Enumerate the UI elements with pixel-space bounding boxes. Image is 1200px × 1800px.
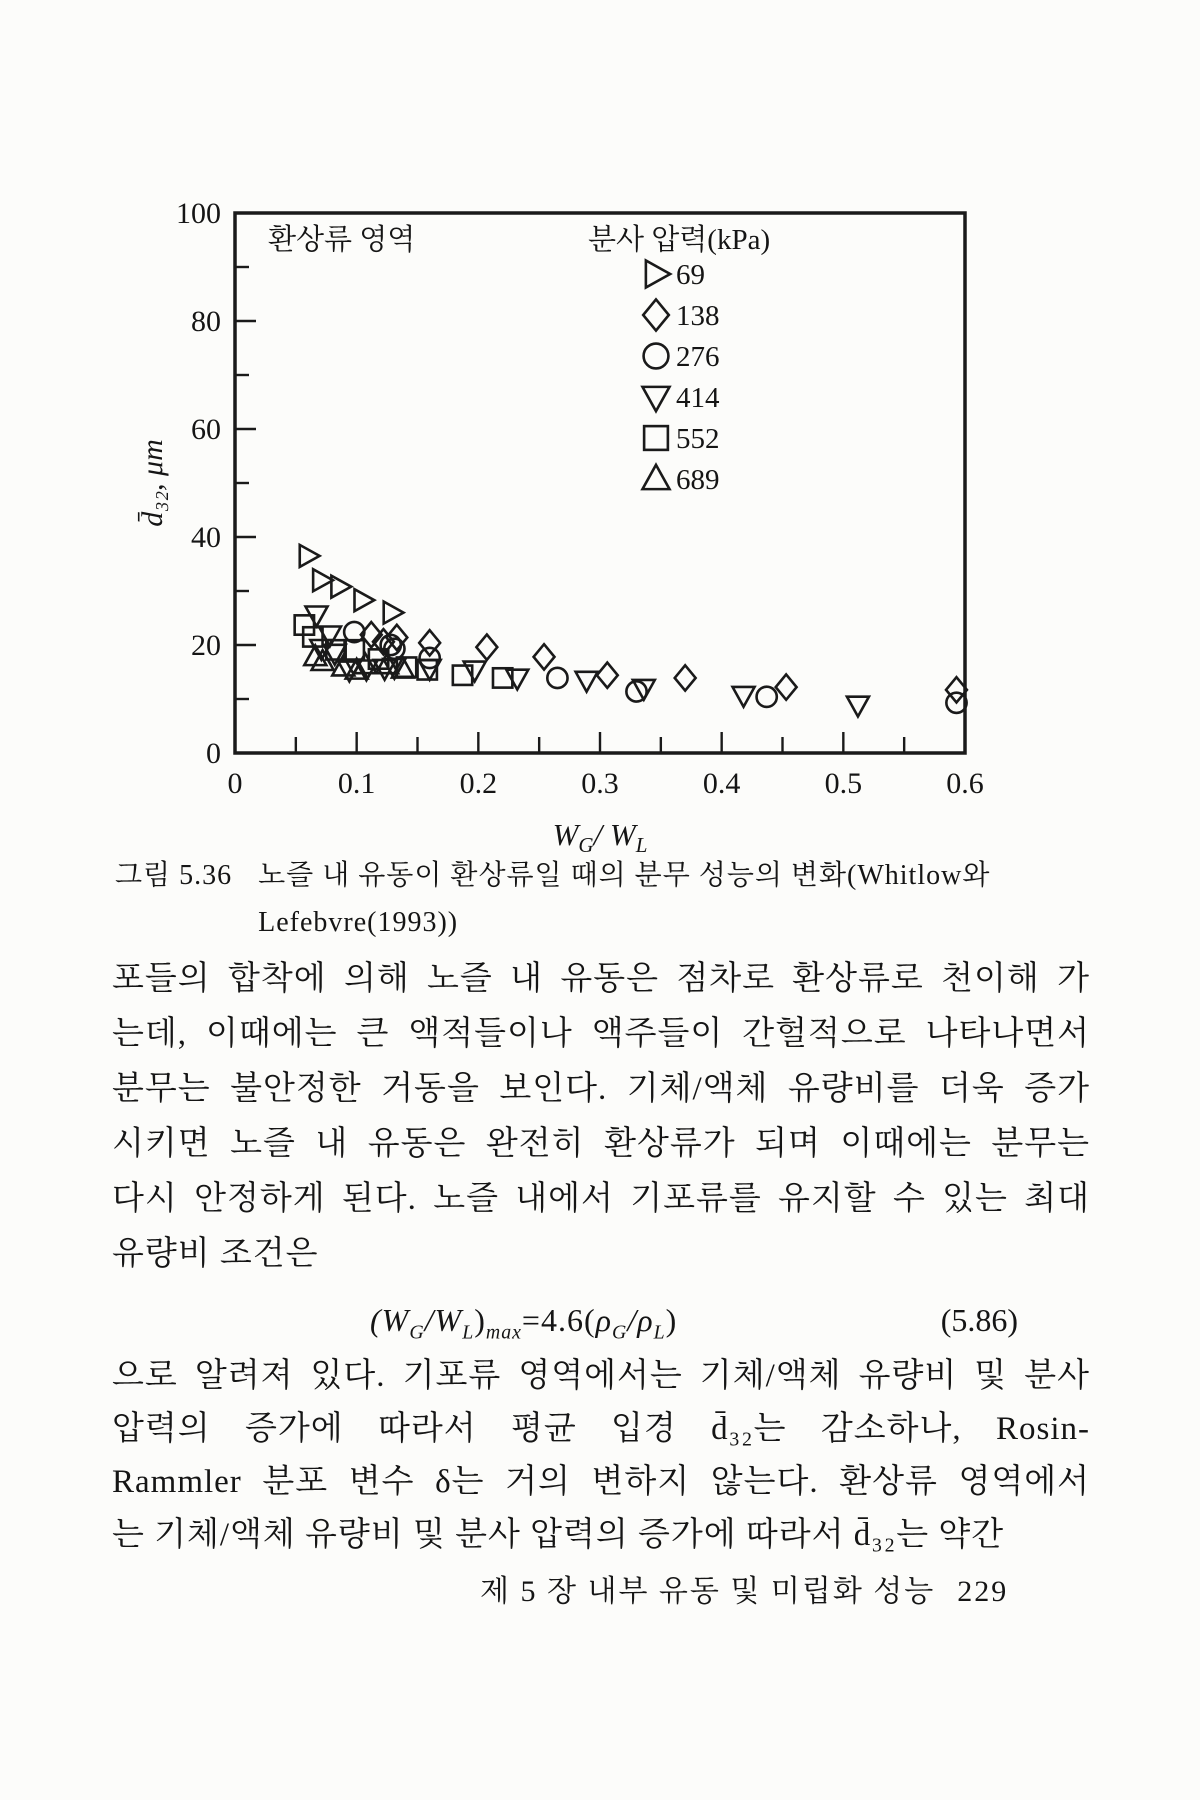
y-axis-label: d̄₃₂, μm [136, 439, 169, 527]
legend-marker-triangle-up-icon [643, 465, 670, 489]
legend-marker-diamond-icon [643, 299, 669, 330]
data-point-138kPa [597, 663, 618, 688]
legend-label: 552 [676, 423, 720, 455]
data-point-138kPa [675, 665, 696, 690]
y-tick-label: 100 [176, 197, 221, 230]
footer-page-number: 229 [957, 1575, 1009, 1608]
legend-marker-triangle-down-icon [643, 387, 670, 411]
data-point-276kPa [757, 687, 777, 707]
equation-5-86 [112, 1295, 1090, 1345]
annotation-annular-flow-region: 환상류 영역 [268, 224, 416, 256]
body-text-line: 다시 안정하게 된다. 노즐 내에서 기포류를 유지할 수 있는 최대 [112, 1181, 1090, 1217]
body-text-line: 분무는 불안정한 거동을 보인다. 기체/액체 유량비를 더욱 증가 [112, 1071, 1090, 1107]
body-paragraph-2 [112, 1350, 1090, 1562]
figure-5-36-chart [0, 0, 1200, 880]
y-tick-label: 80 [191, 305, 221, 338]
data-point-414kPa [847, 697, 869, 717]
x-tick-label: 0.4 [702, 767, 741, 800]
data-point-69kPa [300, 545, 320, 567]
legend-label: 138 [676, 300, 720, 332]
x-axis-label: $W_G/$ $W_L$ [552, 817, 648, 857]
figure-caption-line-2: Lefebvre(1993)) [258, 907, 459, 938]
data-point-138kPa [534, 644, 555, 669]
figure-caption-line-1: 노즐 내 유동이 환상류일 때의 분무 성능의 변화(Whitlow와 [258, 860, 991, 891]
data-point-552kPa [453, 666, 472, 685]
legend-title: 분사 압력(kPa) [588, 224, 771, 256]
data-point-414kPa [733, 687, 755, 707]
data-point-414kPa [576, 672, 598, 692]
figure-caption-text [258, 852, 990, 946]
body-text-line: 는 기체/액체 유량비 및 분사 압력의 증가에 따라서 d̄₃₂는 약간 [112, 1517, 1005, 1553]
legend-label: 69 [676, 259, 705, 291]
y-tick-label: 40 [191, 521, 221, 554]
legend-label: 689 [676, 464, 720, 496]
body-text-line: 는데, 이때에는 큰 액적들이나 액주들이 간헐적으로 나타나면서 [112, 1016, 1090, 1052]
legend-marker-triangle-right-icon [646, 261, 670, 288]
figure-caption-label: 그림 5.36 [115, 860, 233, 891]
legend-label: 276 [676, 341, 720, 373]
body-paragraph-1 [112, 952, 1090, 1282]
body-text-line: 포들의 합착에 의해 노즐 내 유동은 점차로 환상류로 천이해 가 [112, 961, 1090, 997]
legend-label: 414 [676, 382, 720, 414]
data-point-69kPa [384, 602, 404, 624]
legend-marker-square-icon [644, 426, 668, 450]
y-tick-label: 20 [191, 629, 221, 662]
y-tick-label: 0 [206, 737, 221, 770]
x-tick-label: 0.3 [581, 767, 619, 800]
page-footer [480, 1566, 1009, 1610]
footer-chapter-title: 제 5 장 내부 유동 및 미립화 성능 [480, 1575, 936, 1608]
legend-marker-circle-icon [644, 344, 669, 369]
body-text-line: 으로 알려져 있다. 기포류 영역에서는 기체/액체 유량비 및 분사 [112, 1358, 1090, 1394]
body-text-line: 시키면 노즐 내 유동은 완전히 환상류가 되며 이때에는 분무는 [112, 1126, 1090, 1162]
x-tick-label: 0.5 [824, 767, 863, 800]
data-point-69kPa [331, 576, 351, 598]
body-text-line: Rammler 분포 변수 δ는 거의 변하지 않는다. 환상류 영역에서 [112, 1464, 1090, 1500]
data-point-69kPa [355, 589, 375, 611]
x-tick-label: 0.6 [946, 767, 984, 800]
equation-number: (5.86) [940, 1302, 1018, 1338]
data-point-138kPa [476, 635, 497, 660]
x-tick-label: 0.2 [459, 767, 498, 800]
data-point-69kPa [313, 569, 333, 591]
x-tick-label: 0.1 [337, 767, 376, 800]
figure-caption [115, 852, 1095, 946]
body-text-line: 압력의 증가에 따라서 평균 입경 d̄₃₂는 감소하나, Rosin- [112, 1411, 1090, 1447]
x-tick-label: 0 [227, 767, 243, 800]
body-text-line: 유량비 조건은 [112, 1236, 319, 1272]
data-point-276kPa [547, 668, 567, 688]
y-tick-label: 60 [191, 413, 221, 446]
scatter-chart-svg [0, 0, 1200, 880]
data-point-138kPa [776, 674, 797, 699]
equation-body: $(W_G/W_L)_{max}=4.6(\rho_G/\rho_L)$ [370, 1302, 678, 1344]
